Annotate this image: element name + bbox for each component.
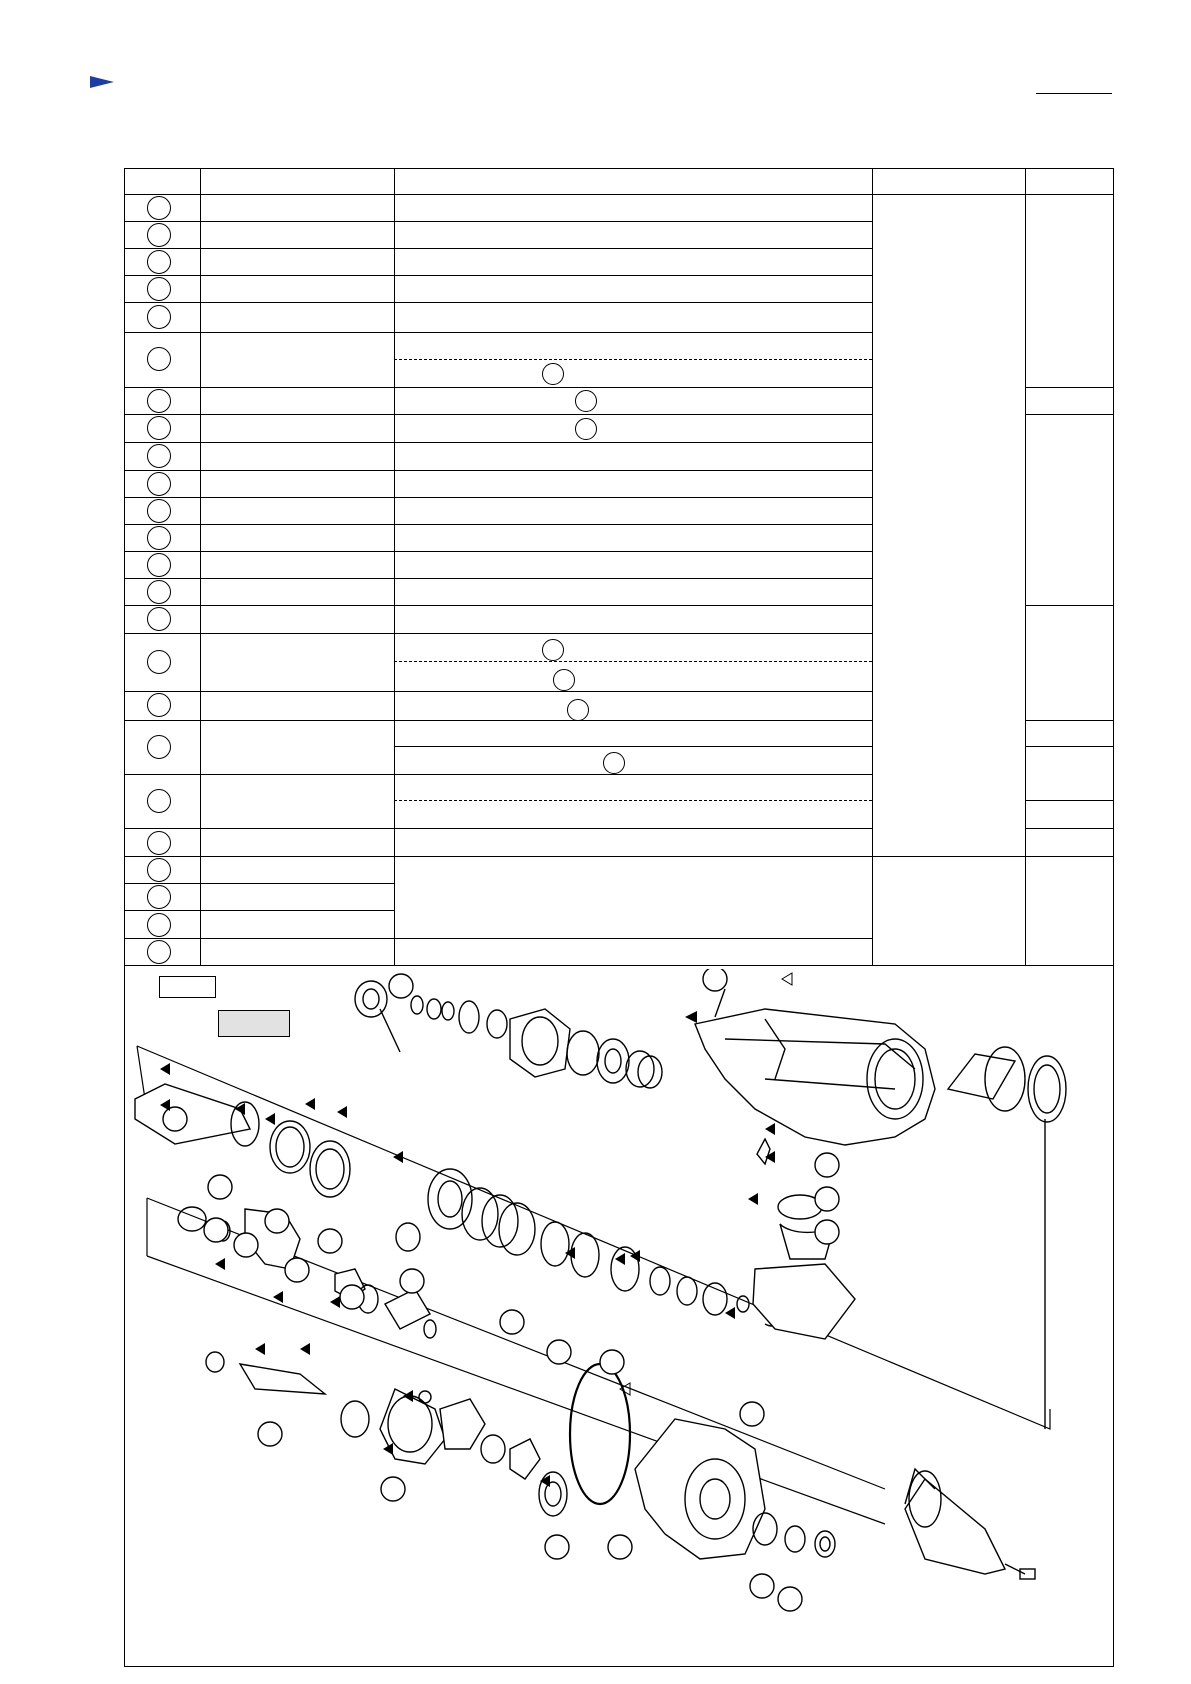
callout-circle: [147, 580, 171, 604]
row-line: [1025, 720, 1114, 721]
callout-circle: [147, 885, 171, 909]
inline-callout-circle: [542, 363, 564, 385]
callout-circle: [147, 693, 171, 717]
row-line: [1025, 414, 1114, 415]
inline-callout-circle: [567, 699, 589, 721]
row-line: [124, 387, 872, 388]
row-line: [1025, 828, 1114, 829]
callout-circle: [147, 650, 171, 674]
row-line: [124, 720, 872, 721]
callout-circle: [147, 553, 171, 577]
callout-circle: [147, 472, 171, 496]
row-line: [124, 248, 872, 249]
inline-callout-circle: [575, 418, 597, 440]
inline-callout-circle: [542, 639, 564, 661]
row-line: [124, 883, 394, 884]
callout-circle: [147, 858, 171, 882]
row-line: [1025, 746, 1114, 747]
column-divider-2: [394, 168, 395, 966]
row-line: [124, 332, 872, 333]
row-line: [124, 938, 872, 939]
callout-circle: [147, 196, 171, 220]
row-line: [1025, 605, 1114, 606]
page-number-underline: [1036, 93, 1112, 94]
callout-circle: [147, 416, 171, 440]
callout-circle: [147, 347, 171, 371]
row-line: [1025, 387, 1114, 388]
callout-circle: [147, 526, 171, 550]
callout-circle: [147, 444, 171, 468]
row-line: [124, 910, 394, 911]
inline-callout-circle: [603, 752, 625, 774]
row-dashed-line: [394, 359, 872, 360]
row-line: [124, 497, 872, 498]
callout-circle: [147, 607, 171, 631]
row-line: [124, 691, 872, 692]
row-line: [1025, 800, 1114, 801]
row-line: [124, 275, 872, 276]
callout-circle: [147, 789, 171, 813]
row-line: [394, 746, 872, 747]
row-line: [124, 578, 872, 579]
section-marker-icon: [90, 76, 114, 88]
table-bottom-line: [124, 965, 1114, 966]
callout-circle: [147, 389, 171, 413]
callout-circle: [147, 913, 171, 937]
callout-circle: [147, 223, 171, 247]
row-dashed-line: [394, 800, 872, 801]
column-divider-3: [872, 168, 873, 966]
callout-circle: [147, 277, 171, 301]
callout-circle: [147, 831, 171, 855]
row-dashed-line: [394, 661, 872, 662]
row-line: [124, 605, 872, 606]
row-line: [124, 828, 872, 829]
row-line: [124, 524, 872, 525]
row-line: [124, 633, 872, 634]
callout-circle: [147, 499, 171, 523]
table-header-divider: [124, 194, 1114, 195]
row-line: [124, 302, 872, 303]
row-line: [124, 221, 872, 222]
inline-callout-circle: [553, 669, 575, 691]
column-divider-4: [1025, 168, 1026, 966]
row-line: [124, 442, 872, 443]
exploded-parts-diagram: [125, 969, 1113, 1666]
column-divider-1: [200, 168, 201, 966]
callout-circle: [147, 735, 171, 759]
row-line: [124, 551, 872, 552]
callout-circle: [147, 305, 171, 329]
callout-circle: [147, 250, 171, 274]
row-line: [124, 470, 872, 471]
row-line: [124, 856, 1114, 857]
callout-circle: [147, 940, 171, 964]
row-line: [124, 414, 872, 415]
inline-callout-circle: [575, 390, 597, 412]
row-line: [124, 774, 872, 775]
